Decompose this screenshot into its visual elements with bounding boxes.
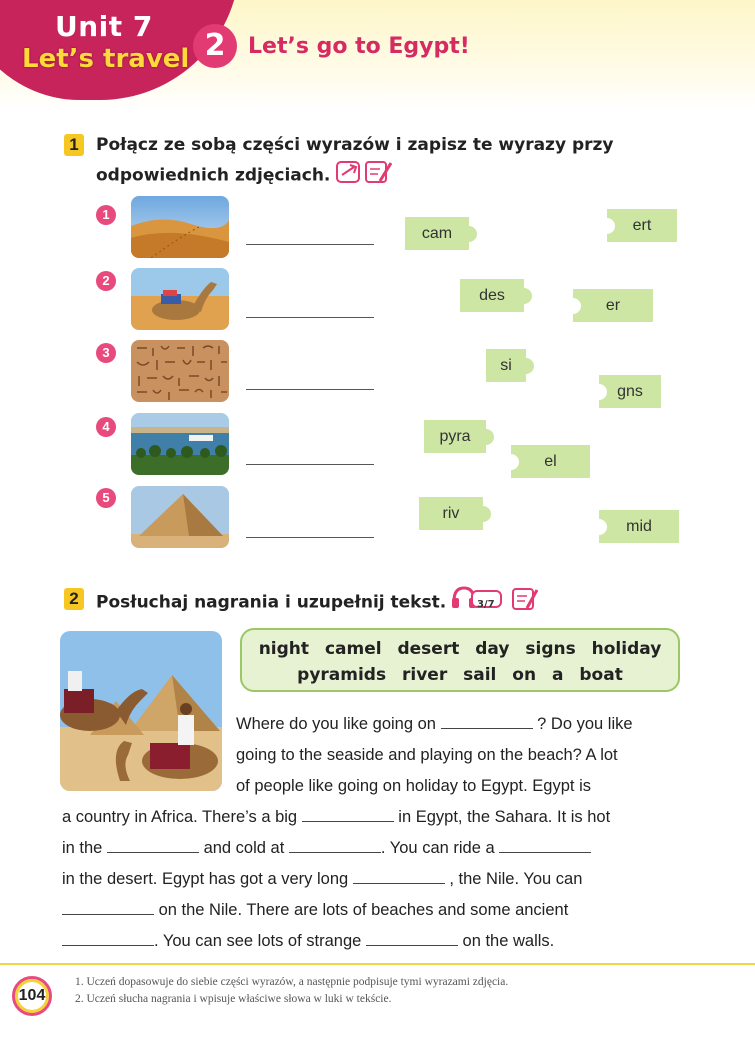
footer-divider — [0, 963, 755, 965]
word-piece-right[interactable]: er — [573, 289, 653, 322]
answer-line[interactable] — [246, 317, 374, 318]
item-number: 4 — [96, 417, 116, 437]
text-gap[interactable] — [107, 839, 199, 853]
exercise-1-number: 1 — [64, 134, 84, 156]
answer-line[interactable] — [246, 389, 374, 390]
camel-photo — [131, 268, 229, 330]
unit-number: Unit 7 — [55, 10, 153, 43]
text-line: going to the seaside and playing on the beach? A lot — [236, 746, 618, 764]
page-number: 104 — [12, 976, 52, 1016]
text-gap[interactable] — [62, 932, 154, 946]
instruction-line-1: Połącz ze sobą części wyrazów i zapisz te wyrazy przy — [96, 135, 614, 155]
text-line: in the desert. Egypt has got a very long , the Nile. You can — [62, 870, 583, 888]
text-line: . You can see lots of strange on the walls. — [62, 926, 554, 957]
word-piece-left[interactable]: riv — [419, 497, 483, 530]
item-number: 3 — [96, 343, 116, 363]
text-gap[interactable] — [499, 839, 591, 853]
text-gap[interactable] — [289, 839, 381, 853]
word-piece-right[interactable]: ert — [607, 209, 677, 242]
lesson-title: Let’s go to Egypt! — [248, 34, 470, 59]
hieroglyphs-photo — [131, 340, 229, 402]
text-line: Where do you like going on ? Do you like — [236, 715, 633, 733]
match-icon — [336, 159, 392, 192]
pyramid-photo — [131, 486, 229, 548]
write-icon — [512, 586, 538, 619]
note-2: 2. Uczeń słucha nagrania i wpisuje właściwe słowa w luki w tekście. — [75, 993, 392, 1005]
word-piece-left[interactable]: des — [460, 279, 524, 312]
text-gap[interactable] — [353, 870, 445, 884]
lesson-number: 2 — [193, 24, 237, 68]
text-line: on the Nile. There are lots of beaches and some ancient — [62, 895, 568, 926]
word-bank-line-2: pyramids river sail on a boat — [297, 665, 623, 685]
note-1: 1. Uczeń dopasowuje do siebie części wyrazów, a następnie podpisuje tymi wyrazami zdjęcia. — [75, 976, 509, 988]
desert-photo — [131, 196, 229, 258]
instruction-line-2: odpowiednich zdjęciach. — [96, 159, 613, 192]
audio-track-number: 3/7 — [477, 598, 495, 610]
egypt-camels-photo — [60, 631, 222, 791]
exercise-2-number: 2 — [64, 588, 84, 610]
text-gap[interactable] — [302, 808, 394, 822]
text-gap[interactable] — [441, 715, 533, 729]
teacher-notes — [75, 974, 508, 1008]
text-gap[interactable] — [62, 901, 154, 915]
item-number: 5 — [96, 488, 116, 508]
river-photo — [131, 413, 229, 475]
text-line: of people like going on holiday to Egypt. Egypt is — [236, 777, 591, 795]
word-bank — [240, 628, 680, 692]
answer-line[interactable] — [246, 464, 374, 465]
word-piece-left[interactable]: si — [486, 349, 526, 382]
word-piece-right[interactable]: mid — [599, 510, 679, 543]
word-piece-right[interactable]: el — [511, 445, 590, 478]
exercise-2-instruction: Posłuchaj nagrania i uzupełnij tekst. 3/7 — [96, 585, 538, 620]
item-number: 1 — [96, 205, 116, 225]
answer-line[interactable] — [246, 537, 374, 538]
text-line: a country in Africa. There’s a big in Egypt, the Sahara. It is hot — [62, 808, 611, 826]
word-piece-left[interactable]: pyra — [424, 420, 486, 453]
word-bank-line-1: night camel desert day signs holiday — [258, 639, 662, 659]
answer-line[interactable] — [246, 244, 374, 245]
text-line: in the and cold at . You can ride a — [62, 833, 591, 864]
unit-title: Let’s travel — [22, 44, 190, 74]
text-gap[interactable] — [366, 932, 458, 946]
word-piece-left[interactable]: cam — [405, 217, 469, 250]
word-piece-right[interactable]: gns — [599, 375, 661, 408]
exercise-1-instruction — [96, 131, 613, 192]
item-number: 2 — [96, 271, 116, 291]
